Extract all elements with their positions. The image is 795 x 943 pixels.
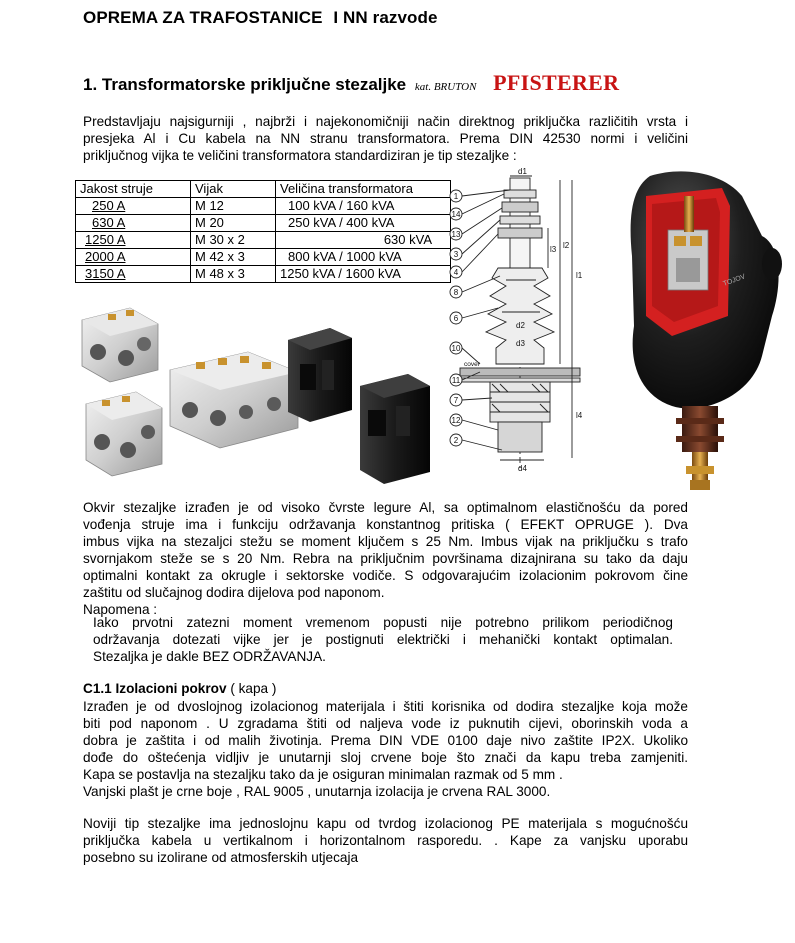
svg-text:7: 7: [453, 396, 459, 405]
svg-text:2: 2: [453, 436, 459, 445]
dim-label: d3: [516, 339, 525, 348]
insulating-cap-icon: [360, 374, 430, 484]
description-line: svornjakom steže se s 20 Nm. Rebra na priključnim površinama dizajnirana su tako da daju: [83, 551, 688, 566]
cap-line: biti pod naponom . U zgradama štiti od naljeva vode iz puknutih cijevi, oborinskih voda a: [83, 716, 688, 731]
callout-circle-icon: [450, 312, 462, 324]
catalog-label: kat. BRUTON: [414, 81, 477, 93]
table-cell-current: 630 A: [92, 215, 126, 230]
description-line: imbus vijka na stezaljci stežu se moment ključem s 25 Nm. Imbus vijak na priključku s trafo: [83, 534, 688, 549]
callout-circle-icon: [450, 374, 462, 386]
spec-table: [75, 180, 451, 283]
svg-text:10: 10: [451, 344, 461, 353]
clamp-large-icon: [170, 352, 298, 448]
dim-label: d4: [518, 464, 527, 473]
table-cell-bolt: M 20: [191, 215, 276, 232]
table-cell-current: 3150 A: [85, 266, 126, 281]
clamp-medium-icon: [86, 392, 162, 476]
description-line: Okvir stezaljke izrađen je od visoko čvrste legure Al, sa optimalnom elastičnošću da pored: [83, 500, 688, 515]
new-type-line: priključka kabela u vertikalnom i horizontalnom rasporedu. . Kape za vanjsku uporabu: [83, 833, 688, 848]
svg-text:8: 8: [453, 288, 459, 297]
table-cell-current: 250 A: [92, 198, 126, 213]
callout-circle-icon: [450, 208, 462, 220]
svg-text:14: 14: [451, 210, 461, 219]
cap-description-paragraph: [83, 698, 688, 800]
callout-circle-icon: [450, 286, 462, 298]
cap-line: Izrađen je od dvoslojnog izolacionog materijala i štiti korisnika od dodira stezaljke koja može: [83, 699, 688, 714]
svg-text:3: 3: [453, 250, 459, 259]
note-paragraph: [93, 614, 673, 665]
callout-circle-icon: [450, 248, 462, 260]
clamps-photo: [78, 300, 433, 490]
table-row: [76, 215, 451, 232]
table-row: [76, 198, 451, 215]
brand-logo-text: PFISTERER: [493, 70, 620, 95]
table-cell-bolt: M 30 x 2: [191, 232, 276, 249]
section-heading: [83, 70, 619, 96]
callout-circle-icon: [450, 190, 462, 202]
table-cell-bolt: M 12: [191, 198, 276, 215]
new-type-line: posebno su izolirane od atmosferskih utjecaja: [83, 850, 359, 865]
table-header-row: [76, 181, 451, 198]
table-cell-size: 1250 kVA / 1600 kVA: [276, 266, 451, 283]
callout-circle-icon: [450, 342, 462, 354]
intro-line: Predstavljaju najsigurniji , najbrži i najekonomičniji način direktnog priključka različitih vrsta i: [83, 114, 688, 129]
svg-text:4: 4: [453, 268, 459, 277]
table-header: Vijak: [191, 181, 276, 198]
new-type-line: Noviji tip stezaljke ima jednoslojnu kapu od tvrdog izolacionog PE materijala s mogućnošću: [83, 816, 688, 831]
subsection-heading-rest: ( kapa ): [230, 681, 277, 696]
cap-line: Kapa se postavlja na stezaljku tako da je osiguran minimalan razmak od 5 mm .: [83, 767, 563, 782]
dim-label: d2: [516, 321, 525, 330]
subsection-heading-bold: C1.1 Izolacioni pokrov: [83, 681, 227, 696]
clamp-small-icon: [82, 308, 158, 382]
callout-circle-icon: [450, 434, 462, 446]
table-row: [76, 249, 451, 266]
new-type-paragraph: [83, 815, 688, 866]
callout-circle-icon: [450, 394, 462, 406]
table-cell-size: 250 kVA / 400 kVA: [276, 215, 451, 232]
dim-label: l4: [576, 411, 583, 420]
dim-label: d1: [518, 168, 527, 176]
dim-label: l2: [563, 241, 570, 250]
cover-label: cover: [464, 361, 480, 368]
table-cell-current: 2000 A: [85, 249, 126, 264]
callout-circle-icon: [450, 266, 462, 278]
intro-line: priključnog vijka te veličini transformatora standardiziran je tip stezaljke :: [83, 148, 517, 163]
cap-line: dođe do oštećenja vidljiv je unutarnji sloj crvene boje što znači da kapu treba zamjeniti.: [83, 750, 688, 765]
table-cell-current: 1250 A: [85, 232, 126, 247]
svg-text:6: 6: [453, 314, 459, 323]
subsection-heading: [83, 681, 276, 696]
table-cell-bolt: M 48 x 3: [191, 266, 276, 283]
svg-text:13: 13: [451, 230, 461, 239]
page-title: [83, 8, 438, 28]
section-heading-text: 1. Transformatorske priključne stezaljke: [83, 75, 407, 94]
page-title-rest: I NN razvode: [333, 8, 438, 27]
cap-line: Vanjski plašt je crne boje , RAL 9005 , unutarnja izolacija je crvena RAL 3000.: [83, 784, 551, 799]
table-row: [76, 266, 451, 283]
dim-label: l3: [550, 245, 557, 254]
table-cell-size: 100 kVA / 160 kVA: [276, 198, 451, 215]
intro-paragraph: [83, 113, 688, 164]
note-line: održavanja dotezati vijke jer je postignuti električki i mehanički kontakt optimalan.: [93, 632, 673, 647]
note-label: Napomena :: [83, 602, 158, 617]
page-title-main: OPREMA ZA TRAFOSTANICE: [83, 8, 323, 27]
description-line: vođenja struje ima i funkciju održavanja konstantnog pritiska ( EFEKT OPRUGE ). Dva: [83, 517, 688, 532]
table-cell-size: 800 kVA / 1000 kVA: [276, 249, 451, 266]
table-cell-size: 630 kVA: [276, 232, 451, 249]
note-line: Iako prvotni zatezni moment vremenom popusti nije potrebno prilikom periodičnog: [93, 615, 673, 630]
callout-circle-icon: [450, 228, 462, 240]
brand-logo-text: TOJOV: [722, 273, 747, 288]
table-header: Jakost struje: [76, 181, 191, 198]
svg-text:11: 11: [451, 376, 461, 385]
cap-line: dobra je zaštita i od malih životinja. Prema DIN VDE 0100 daje nivo zaštite IP2X. Ukoliko: [83, 733, 688, 748]
intro-line: presjeka Al i Cu kabela na NN stranu transformatora. Prema DIN 42530 normi i veličini: [83, 131, 688, 146]
dim-label: l1: [576, 271, 583, 280]
description-line: optimalni kontakt za okrugle i sektorske vodiče. S odgovarajućim izolacionim pokrovom čine: [83, 568, 688, 583]
svg-text:1: 1: [453, 192, 459, 201]
table-header: Veličina transformatora: [276, 181, 451, 198]
technical-drawing: [440, 168, 610, 480]
table-cell-bolt: M 42 x 3: [191, 249, 276, 266]
note-line: Stezaljka je dakle BEZ ODRŽAVANJA.: [93, 649, 326, 664]
terminal-cap-photo: [612, 166, 788, 496]
insulating-cap-icon: [288, 328, 352, 422]
callout-circle-icon: [450, 414, 462, 426]
description-line: zaštitu od slučajnog dodira dijelova pod naponom.: [83, 585, 385, 600]
table-row: [76, 232, 451, 249]
svg-text:12: 12: [451, 416, 461, 425]
description-paragraph: [83, 499, 688, 618]
